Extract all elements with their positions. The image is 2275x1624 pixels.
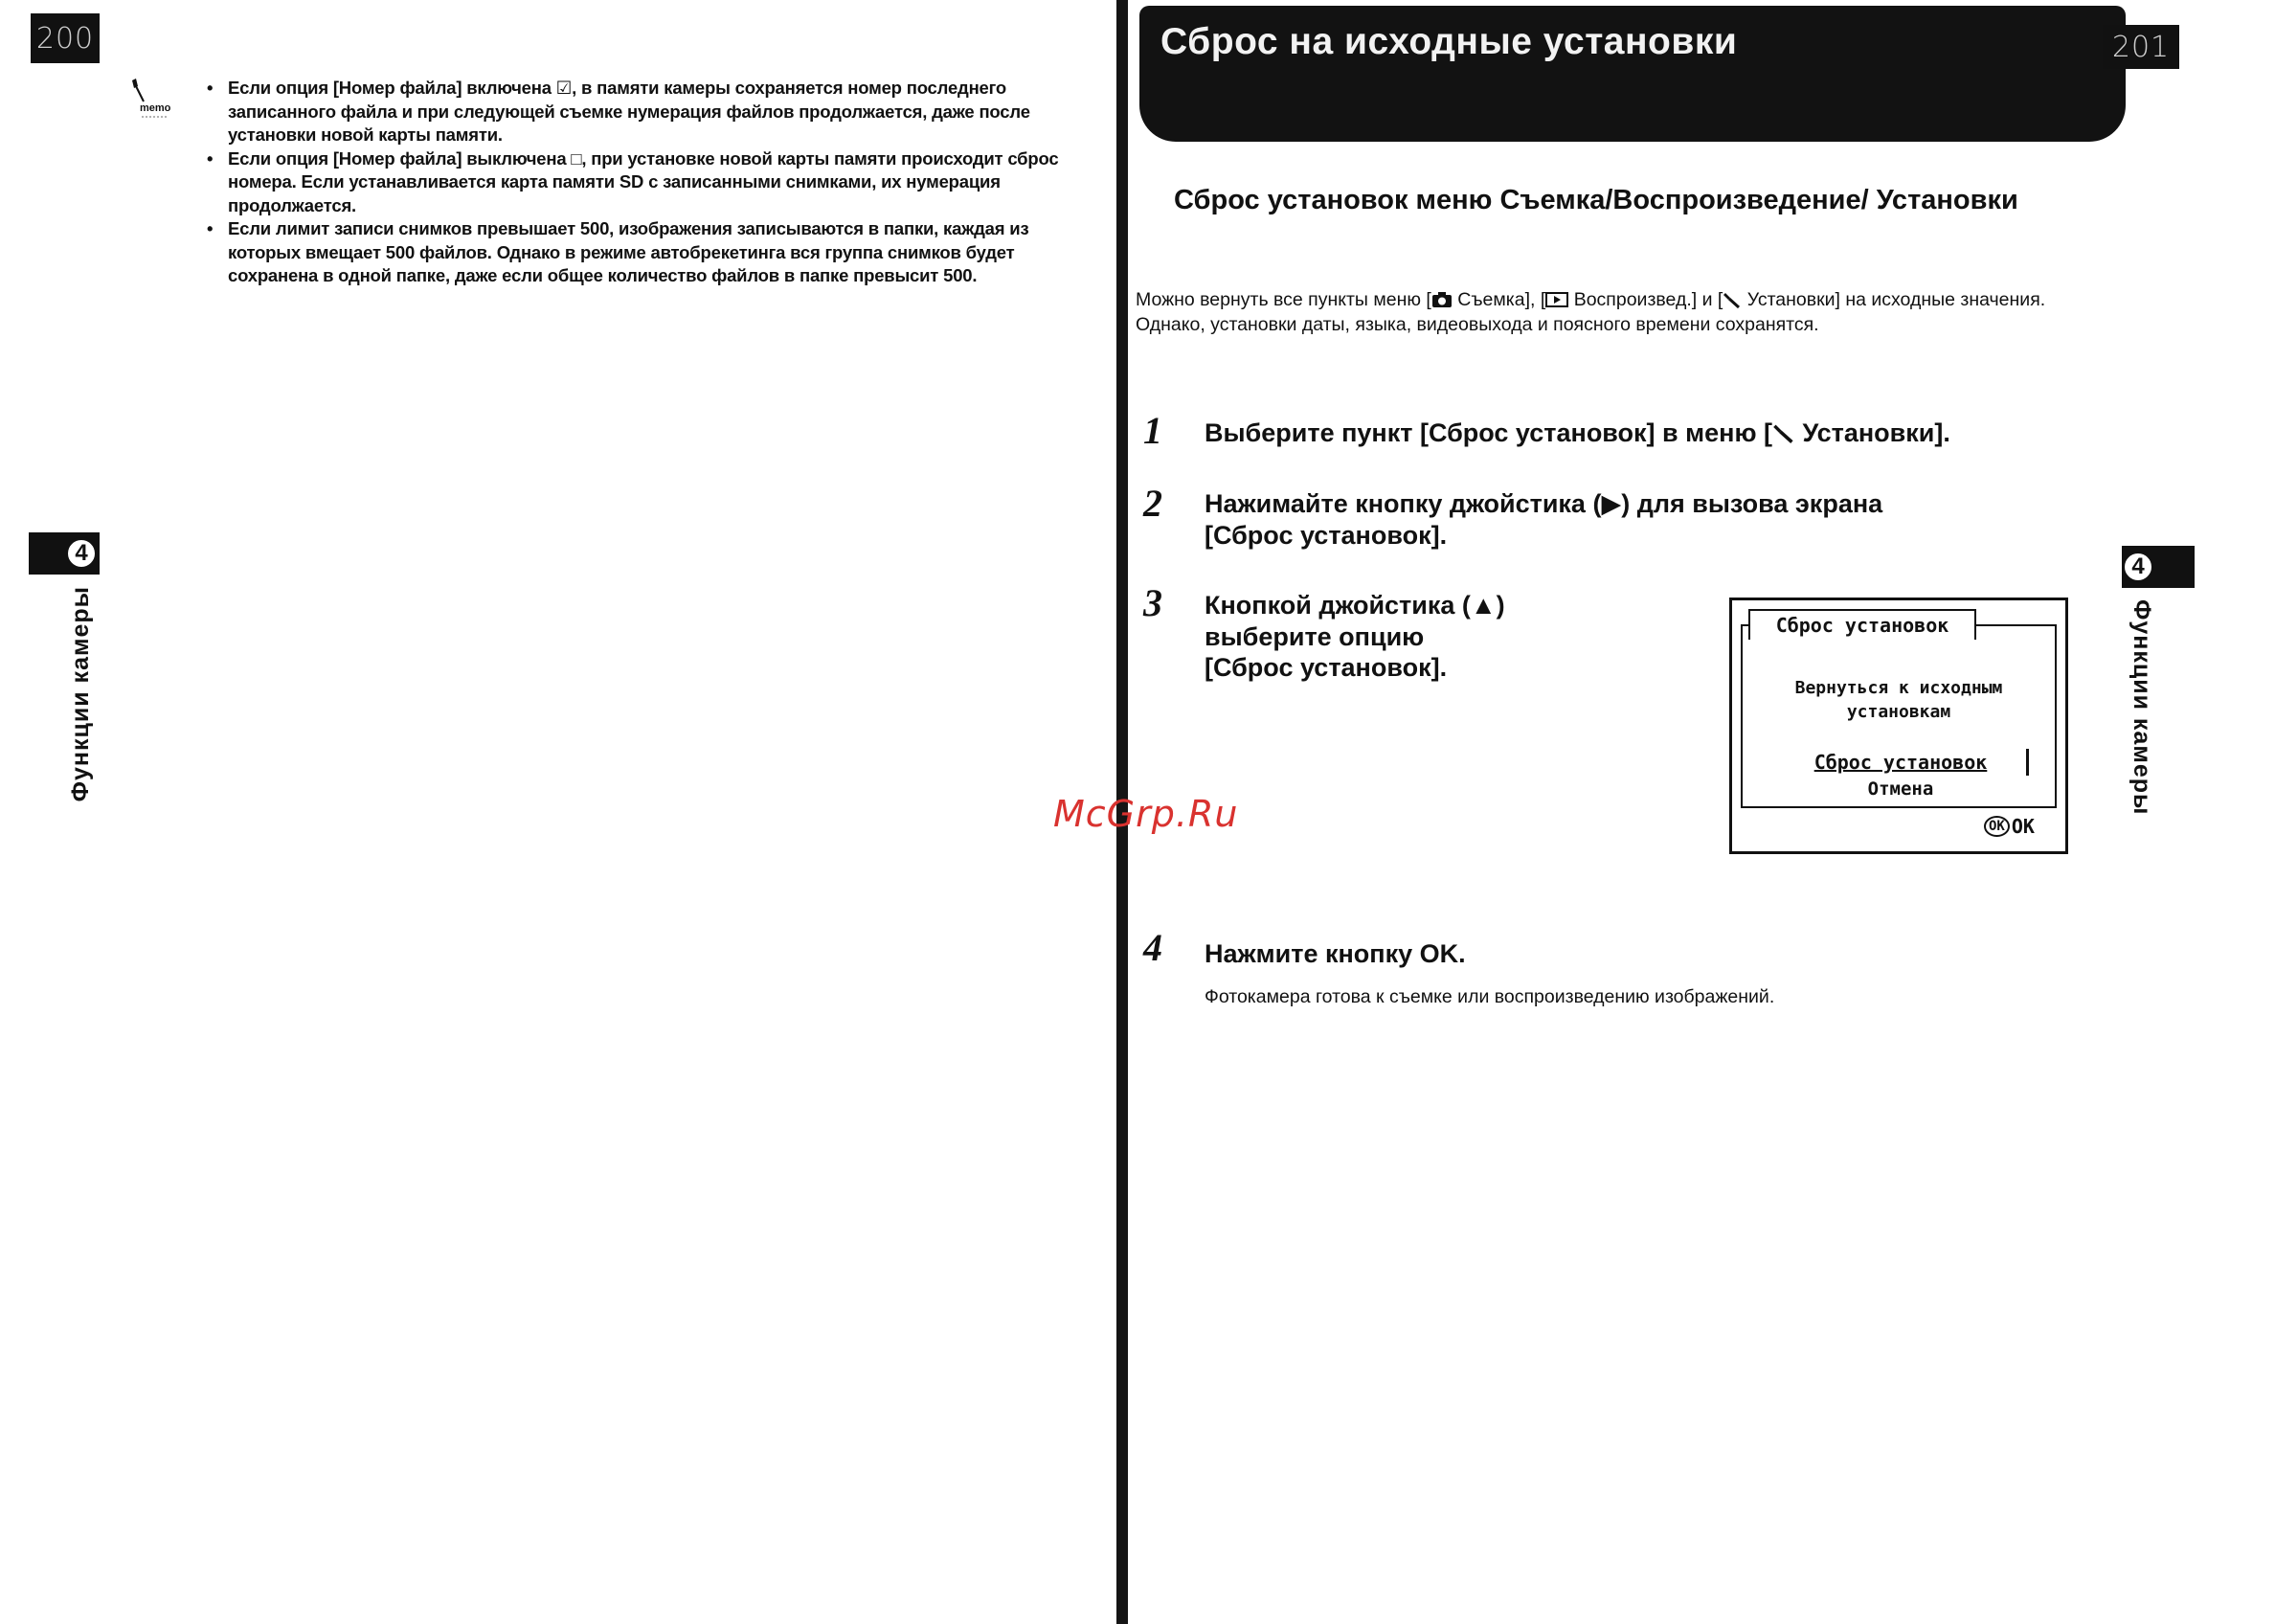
- step-2-text: Нажимайте кнопку джойстика (▶) для вызова экрана [Сброс установок].: [1205, 489, 1883, 550]
- chapter-label-left: Функции камеры: [67, 586, 94, 802]
- camera-icon: [1431, 291, 1453, 308]
- memo-note-1: • Если опция [Номер файла] включена ☑, в памяти камеры сохраняется номер последнего записанного файла и при следующей съемке нумерация файлов продолжается, даже после установки новой карты памяти.: [201, 77, 1063, 147]
- page-number-right: 201: [2103, 25, 2179, 69]
- step-4-description: Фотокамера готова к съемке или воспроизведению изображений.: [1205, 986, 1775, 1007]
- section-subtitle: Сброс установок меню Съемка/Воспроизведение/ Установки: [1174, 185, 2018, 215]
- intro-paragraph-2: Однако, установки даты, языка, видеовыхода и поясного времени сохранятся.: [1136, 314, 1819, 335]
- selection-cursor: [2026, 749, 2029, 776]
- cancel-option: Отмена: [1867, 778, 1934, 800]
- step-3-number: 3: [1143, 581, 1162, 624]
- watermark: McGrp.Ru: [1053, 793, 1239, 835]
- chapter-number-right: 4: [2122, 551, 2154, 583]
- reset-screen-message: Вернуться к исходным установкам: [1794, 678, 2003, 722]
- intro-paragraph-1: Можно вернуть все пункты меню [ Съемка], [ Воспроизвед.] и [ Установки] на исходные значения.: [1136, 289, 2046, 310]
- ok-hint: [1984, 815, 2035, 838]
- memo-label: memo: [140, 102, 171, 114]
- step-2-number: 2: [1143, 482, 1162, 525]
- reset-screen-tab: Сброс установок: [1748, 609, 1976, 640]
- memo-note-3: • Если лимит записи снимков превышает 500, изображения записываются в папки, каждая из которых вмещает 500 файлов. Однако в режиме автобрекетинга вся группа снимков будет сохранена в одной папке, даже если общее количество файлов в папке превысит 500.: [201, 217, 1063, 288]
- step-1-number: 1: [1143, 409, 1162, 452]
- chapter-label-right: Функции камеры: [2129, 599, 2155, 816]
- memo-notes-list: [201, 77, 1063, 288]
- page-number-left: 200: [31, 13, 100, 63]
- step-3-text: Кнопкой джойстика (▲) выберите опцию [Сброс установок].: [1205, 591, 1505, 682]
- memo-note-2: • Если опция [Номер файла] выключена □, при установке новой карты памяти происходит сброс номера. Если устанавливается карта памяти SD с записанными снимками, их нумерация продолжается.: [201, 147, 1063, 218]
- wrench-icon: [1723, 291, 1742, 308]
- page-title: Сброс на исходные установки: [1160, 21, 1738, 62]
- chapter-number-left: 4: [65, 537, 98, 570]
- ok-button-icon: OK: [1984, 816, 2010, 837]
- step-1-text: Выберите пункт [Сброс установок] в меню [ Установки].: [1205, 418, 1950, 447]
- reset-option-selected: Сброс установок: [1813, 751, 1988, 774]
- memo-icon: [126, 77, 176, 124]
- play-icon: [1545, 291, 1568, 308]
- ok-hint-label: OK: [2011, 815, 2035, 838]
- step-4-number: 4: [1143, 926, 1162, 969]
- wrench-icon: [1772, 421, 1795, 444]
- step-4-text: Нажмите кнопку OK.: [1205, 939, 1466, 968]
- intro-text: [1136, 287, 2055, 337]
